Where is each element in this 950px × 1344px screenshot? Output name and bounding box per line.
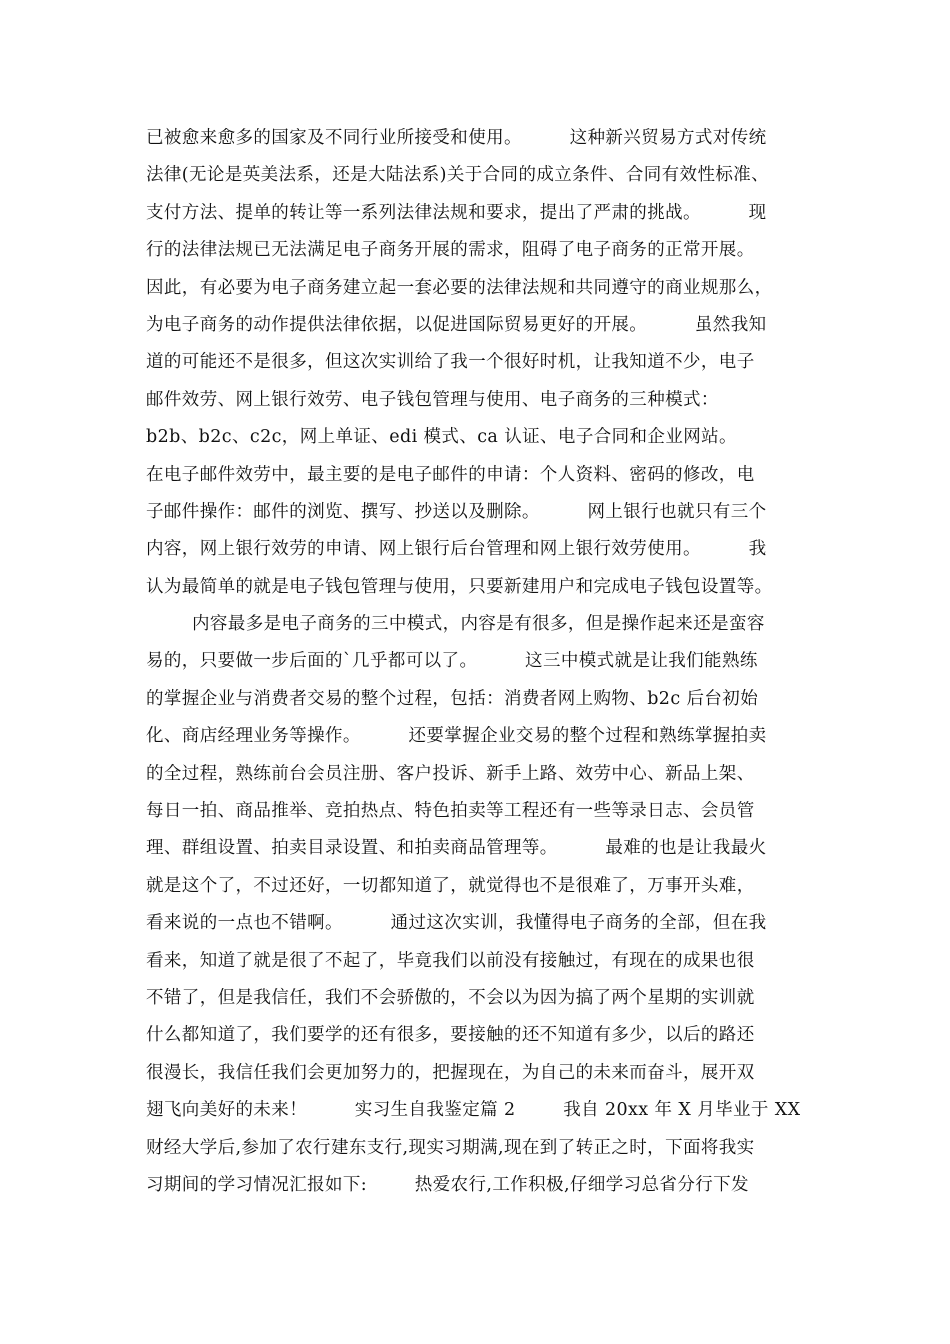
text-line: 支付方法、提单的转让等一系列法律法规和要求，提出了严肃的挑战。 现 — [146, 202, 767, 223]
text-line: 看来，知道了就是很了不起了，毕竟我们以前没有接触过，有现在的成果也很 — [146, 950, 755, 971]
text-line: 理、群组设置、拍卖目录设置、和拍卖商品管理等。 最难的也是让我最火 — [146, 838, 767, 859]
text-line: 不错了，但是我信任，我们不会骄傲的，不会以为因为搞了两个星期的实训就 — [146, 987, 755, 1008]
text-line: 的掌握企业与消费者交易的整个过程，包括：消费者网上购物、b2c 后台初始 — [146, 688, 759, 709]
text-line: 认为最简单的就是电子钱包管理与使用，只要新建用户和完成电子钱包设置等。 — [146, 576, 773, 597]
text-line: b2b、b2c、c2c，网上单证、edi 模式、ca 认证、电子合同和企业网站。 — [146, 427, 737, 448]
text-line: 在电子邮件效劳中，最主要的是电子邮件的申请：个人资料、密码的修改，电 — [146, 464, 755, 485]
text-line: 很漫长，我信任我们会更加努力的，把握现在，为自己的未来而奋斗，展开双 — [146, 1062, 755, 1083]
text-line: 法律(无论是英美法系，还是大陆法系)关于合同的成立条件、合同有效性标准、 — [146, 165, 770, 186]
text-line: 内容最多是电子商务的三中模式，内容是有很多，但是操作起来还是蛮容 — [192, 614, 765, 635]
text-line: 邮件效劳、网上银行效劳、电子钱包管理与使用、电子商务的三种模式： — [146, 389, 719, 410]
text-line: 子邮件操作：邮件的浏览、撰写、抄送以及删除。 网上银行也就只有三个 — [146, 501, 767, 522]
text-line: 道的可能还不是很多，但这次实训给了我一个很好时机，让我知道不少，电子 — [146, 352, 755, 373]
text-line: 习期间的学习情况汇报如下: 热爱农行,工作积极,仔细学习总省分行下发 — [146, 1174, 749, 1195]
text-line: 的全过程，熟练前台会员注册、客户投诉、新手上路、效劳中心、新品上架、 — [146, 763, 755, 784]
text-line: 每日一拍、商品推举、竞拍热点、特色拍卖等工程还有一些等录日志、会员管 — [146, 801, 755, 822]
text-line: 行的法律法规已无法满足电子商务开展的需求，阻碍了电子商务的正常开展。 — [146, 240, 755, 261]
text-line: 翅飞向美好的未来！ 实习生自我鉴定篇 2 我自 20xx 年 X 月毕业于 XX — [146, 1100, 801, 1121]
text-line: 财经大学后,参加了农行建东支行,现实习期满,现在到了转正之时，下面将我实 — [146, 1137, 755, 1158]
text-line: 看来说的一点也不错啊。 通过这次实训，我懂得电子商务的全部，但在我 — [146, 913, 767, 934]
text-line: 为电子商务的动作提供法律依据，以促进国际贸易更好的开展。 虽然我知 — [146, 314, 767, 335]
text-line: 就是这个了，不过还好，一切都知道了，就觉得也不是很难了，万事开头难， — [146, 875, 755, 896]
text-line: 什么都知道了，我们要学的还有很多，要接触的还不知道有多少，以后的路还 — [146, 1025, 755, 1046]
text-line: 易的，只要做一步后面的`几乎都可以了。 这三中模式就是让我们能熟练 — [146, 651, 758, 672]
document-body — [146, 120, 826, 1204]
text-line: 内容，网上银行效劳的申请、网上银行后台管理和网上银行效劳使用。 我 — [146, 539, 767, 560]
text-line: 因此，有必要为电子商务建立起一套必要的法律法规和共同遵守的商业规那么， — [146, 277, 773, 298]
text-line: 已被愈来愈多的国家及不同行业所接受和使用。 这种新兴贸易方式对传统 — [146, 128, 767, 148]
text-line: 化、商店经理业务等操作。 还要掌握企业交易的整个过程和熟练掌握拍卖 — [146, 726, 767, 747]
